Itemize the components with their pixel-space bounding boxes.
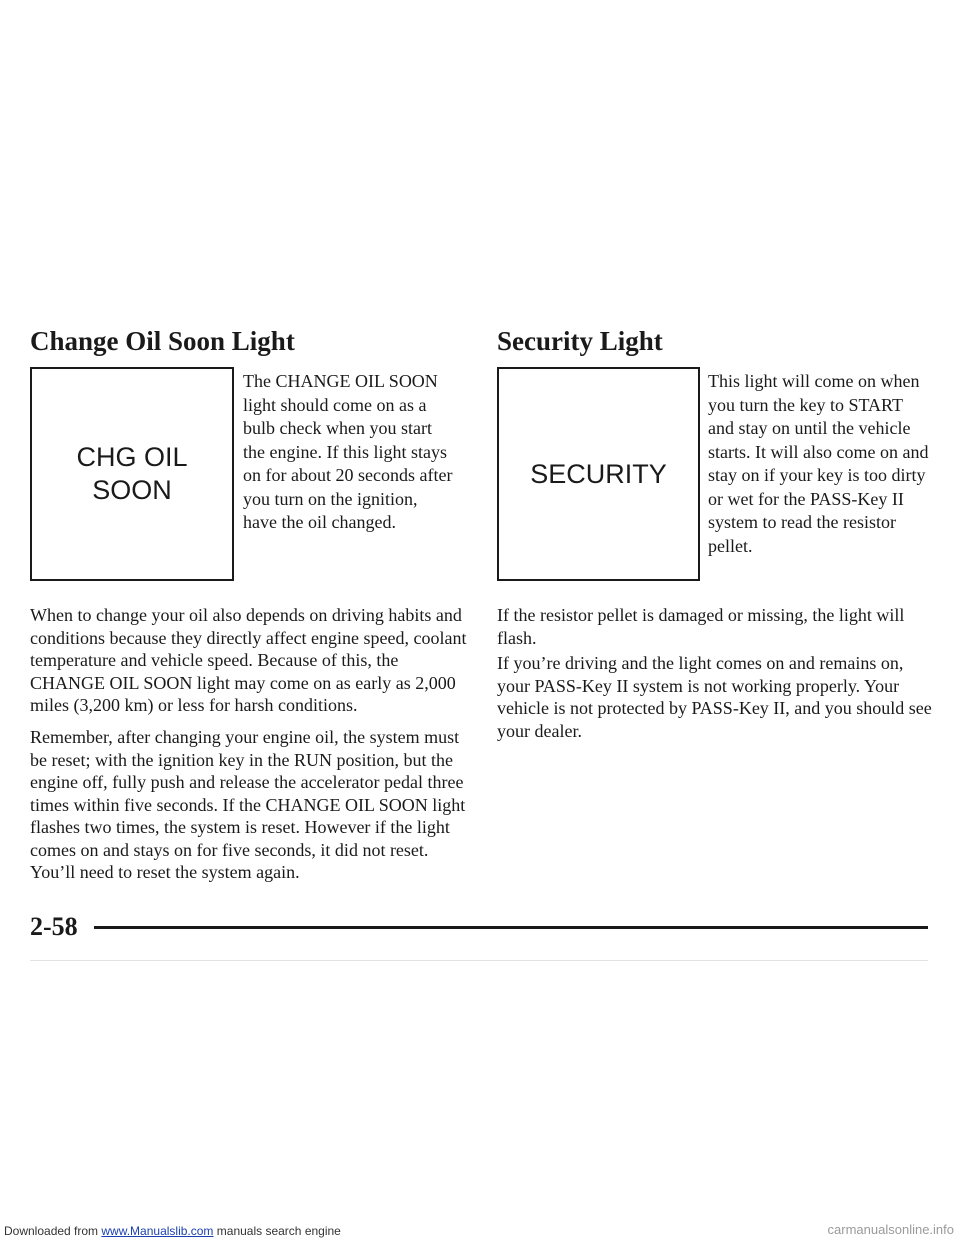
chg-oil-soon-indicator-label: CHG OIL SOON — [76, 442, 188, 505]
security-title: Security Light — [497, 326, 663, 356]
security-side-text: This light will come on when you turn the key to START and stay on until the vehicle starts. It will also come on and stay on if your key is too dirty or wet for the PASS-Key II system to read the resistor pellet. — [708, 371, 929, 556]
watermark-suffix: manuals search engine — [213, 1224, 341, 1238]
watermark-prefix: Downloaded from — [4, 1224, 102, 1238]
security-indicator-icon — [497, 367, 700, 581]
carmanuals-watermark: carmanualsonline.info — [827, 1222, 954, 1237]
faint-divider — [30, 960, 928, 961]
security-indicator-label: SECURITY — [530, 458, 667, 489]
download-watermark — [4, 1224, 341, 1238]
manualslib-link[interactable]: www.Manualslib.com — [101, 1224, 214, 1238]
security-paragraph-2: If you’re driving and the light comes on and remains on, your PASS-Key II system is not working properly. Your vehicle is not protected by PASS-Key II, and you should see your dealer. — [497, 653, 932, 741]
change-oil-paragraph-1: When to change your oil also depends on driving habits and conditions because they directly affect engine speed, coolant temperature and vehicle speed. Because of this, the CHANGE OIL SOON light may come on as early as 2,000 miles (3,200 km) or less for harsh conditions. — [30, 605, 467, 715]
security-paragraph-1: If the resistor pellet is damaged or missing, the light will flash. — [497, 605, 905, 648]
change-oil-paragraph-2: Remember, after changing your engine oil, the system must be reset; with the ignition key in the RUN position, but the engine off, fully push and release the accelerator pedal three times within five seconds. If the CHANGE OIL SOON light flashes two times, the system is reset. However if the light comes on and stays on for five seconds, it did not reset. You’ll need to reset the system again. — [30, 727, 466, 882]
chg-oil-soon-indicator-icon — [30, 367, 234, 581]
page-number: 2-58 — [30, 912, 78, 941]
change-oil-side-text: The CHANGE OIL SOON light should come on as a bulb check when you start the engine. If this light stays on for about 20 seconds after you turn on the ignition, have the oil changed. — [243, 371, 453, 532]
change-oil-title: Change Oil Soon Light — [30, 326, 295, 356]
footer-rule — [94, 926, 928, 929]
